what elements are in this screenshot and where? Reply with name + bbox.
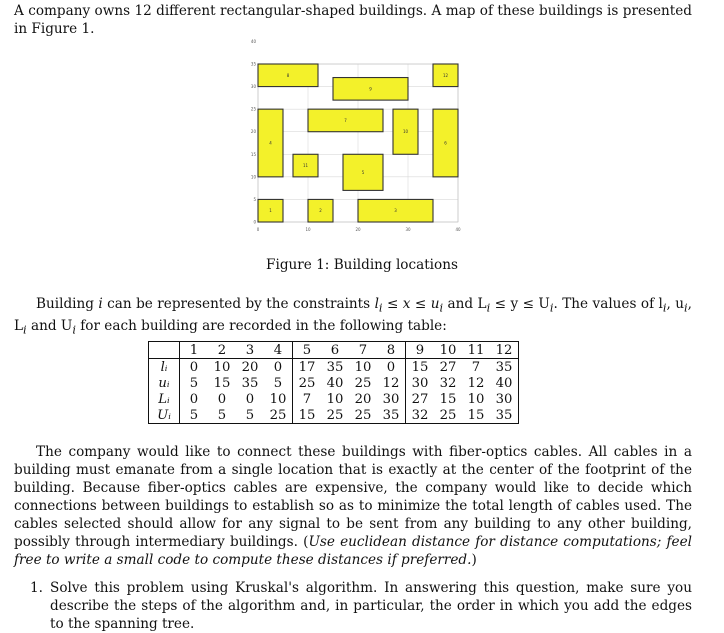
table-cell: 10 — [354, 359, 372, 375]
table-cell: 27 — [411, 391, 429, 407]
table-column-header: 12 — [490, 342, 519, 359]
text-run: , u — [666, 296, 685, 312]
table-column-header: 2 — [208, 342, 236, 359]
table-cell: 5 — [264, 375, 293, 391]
y-tick-label: 5 — [253, 196, 256, 202]
table-row-label: Lᵢ — [149, 391, 180, 407]
text-run: i — [549, 300, 554, 315]
table-column-header: 9 — [406, 342, 435, 359]
text-run: and L — [443, 296, 487, 312]
table-cell: 35 — [241, 375, 259, 391]
table-row — [149, 375, 519, 391]
building-label: 10 — [402, 129, 409, 135]
table-cell: 35 — [495, 359, 513, 375]
y-tick-label: 0 — [253, 219, 256, 225]
italic-note: Use euclidean distance for distance computations; feel free to write a small code to compute these distances if preferred. — [14, 534, 692, 568]
table-cell: 0 — [189, 391, 199, 407]
table-cell: 30 — [377, 391, 406, 407]
table-cell: 10 — [213, 359, 231, 375]
table-cell: 25 — [354, 407, 372, 423]
text-run: i — [72, 322, 76, 337]
table-cell: 12 — [467, 375, 485, 391]
y-tick-label: 40 — [250, 38, 256, 44]
text-run: The company would like to connect these buildings with fiber-optics cables. All cables in a building must emanate from a single location that is exactly at the center of the footprint of the building. Because fiber-optics cables are expensive, the company would like to decide which connections between buildings to establish so as to minimize the total length of cables used. The cables selected should allow for any signal to be sent from any building to any other building, possibly through intermediary buildings. ( — [14, 444, 692, 550]
table-cell: 7 — [471, 359, 481, 375]
figure-caption: Figure 1: Building locations — [266, 257, 458, 273]
building-label: 7 — [344, 117, 347, 123]
building-values-table-wrap — [148, 341, 519, 424]
table-cell: 35 — [495, 407, 513, 423]
table-cell: 40 — [326, 375, 344, 391]
table-cell: 15 — [213, 375, 231, 391]
text-run: ≤ x ≤ u — [382, 296, 440, 312]
table-cell: 5 — [245, 407, 255, 423]
text-run: for each building are recorded in the following table: — [75, 317, 447, 334]
building-label: 4 — [269, 140, 272, 146]
table-cell: 40 — [495, 375, 513, 391]
table-cell: 25 — [264, 407, 293, 424]
company-paragraph — [14, 443, 692, 569]
intro-paragraph: A company owns 12 different rectangular-shaped buildings. A map of these buildings is presented in Figure 1. — [14, 3, 692, 37]
table-cell: 20 — [354, 391, 372, 407]
table-row-label: lᵢ — [149, 359, 180, 376]
text-run: i — [98, 296, 103, 312]
table-row-label: Uᵢ — [149, 407, 180, 424]
x-tick-label: 20 — [355, 227, 361, 232]
task-number: 1. — [30, 580, 43, 596]
y-tick-label: 30 — [250, 84, 256, 90]
table-column-header: 1 — [180, 342, 209, 359]
building-label: 8 — [286, 72, 290, 78]
text-run: . The values of l — [553, 296, 663, 312]
table-cell: 35 — [377, 407, 406, 424]
table-cell: 0 — [377, 359, 406, 376]
text-run: i — [662, 300, 667, 315]
x-tick-label: 10 — [305, 227, 311, 232]
y-tick-label: 15 — [250, 151, 256, 157]
y-tick-label: 20 — [250, 129, 256, 135]
y-tick-label: 25 — [250, 106, 256, 112]
table-cell: 30 — [495, 391, 513, 407]
building-label: 11 — [302, 163, 309, 169]
task-item — [30, 579, 692, 633]
table-cell: 5 — [189, 375, 199, 391]
table-corner — [149, 342, 180, 359]
table-cell: 20 — [241, 359, 259, 375]
table-row — [149, 391, 519, 407]
x-tick-label: 0 — [256, 227, 260, 232]
table-cell: 30 — [411, 375, 429, 391]
table-cell: 10 — [264, 391, 293, 407]
x-tick-label: 30 — [405, 227, 411, 232]
text-run: l — [374, 296, 379, 312]
y-tick-label: 35 — [250, 61, 256, 67]
table-cell: 32 — [411, 407, 429, 423]
building-map-chart — [250, 38, 464, 236]
table-cell: 25 — [439, 407, 457, 423]
building-label: 3 — [394, 208, 397, 214]
table-cell: 10 — [326, 391, 344, 407]
table-cell: 15 — [298, 407, 316, 423]
table-cell: 10 — [467, 391, 485, 407]
table-cell: 0 — [189, 359, 199, 375]
table-column-header: 11 — [462, 342, 490, 359]
building-values-table — [148, 341, 519, 424]
table-column-header: 3 — [236, 342, 264, 359]
text-run: i — [378, 300, 383, 315]
y-tick-label: 10 — [250, 174, 256, 180]
table-column-header: 7 — [349, 342, 377, 359]
text-run: can be represented by the constraints — [102, 296, 375, 312]
text-run: ) — [471, 552, 477, 568]
table-cell: 25 — [298, 375, 316, 391]
building-label: 5 — [361, 169, 365, 175]
task-text: Solve this problem using Kruskal's algorithm. In answering this question, make sure you describe the steps of the algorithm and, in particular, the order in which you add the edges to the spanning tree. — [50, 580, 692, 632]
table-column-header: 4 — [264, 342, 293, 359]
text-run: i — [684, 300, 688, 315]
building-label: 2 — [319, 208, 322, 214]
table-column-header: 5 — [293, 342, 322, 359]
text-run: ≤ y ≤ U — [490, 296, 550, 312]
building-label: 12 — [442, 72, 449, 78]
table-cell: 15 — [467, 407, 485, 423]
building-label: 1 — [269, 208, 272, 214]
table-cell: 5 — [189, 407, 199, 423]
table-cell: 17 — [298, 359, 316, 375]
building-label: 6 — [444, 140, 447, 146]
table-row — [149, 359, 519, 376]
building-map-figure — [250, 38, 464, 236]
text-run: i — [23, 322, 27, 337]
table-cell: 0 — [264, 359, 293, 376]
table-column-header: 10 — [434, 342, 462, 359]
text-run: Building — [36, 296, 99, 312]
text-run: and U — [26, 317, 73, 334]
table-cell: 25 — [326, 407, 344, 423]
text-run: , L — [14, 296, 692, 334]
text-run: i — [439, 300, 444, 315]
table-column-header: 8 — [377, 342, 406, 359]
building-label: 9 — [369, 86, 372, 92]
text-run: i — [486, 300, 491, 315]
table-cell: 5 — [217, 407, 227, 423]
table-row-label: uᵢ — [149, 375, 180, 391]
constraints-paragraph — [14, 295, 692, 338]
table-cell: 0 — [217, 391, 227, 407]
table-cell: 25 — [354, 375, 372, 391]
table-cell: 7 — [302, 391, 312, 407]
table-cell: 35 — [326, 359, 344, 375]
table-cell: 0 — [245, 391, 255, 407]
table-cell: 12 — [377, 375, 406, 391]
table-row — [149, 407, 519, 424]
table-cell: 27 — [439, 359, 457, 375]
table-cell: 32 — [439, 375, 457, 391]
table-cell: 15 — [439, 391, 457, 407]
table-column-header: 6 — [321, 342, 349, 359]
table-cell: 15 — [411, 359, 429, 375]
x-tick-label: 40 — [455, 227, 461, 232]
